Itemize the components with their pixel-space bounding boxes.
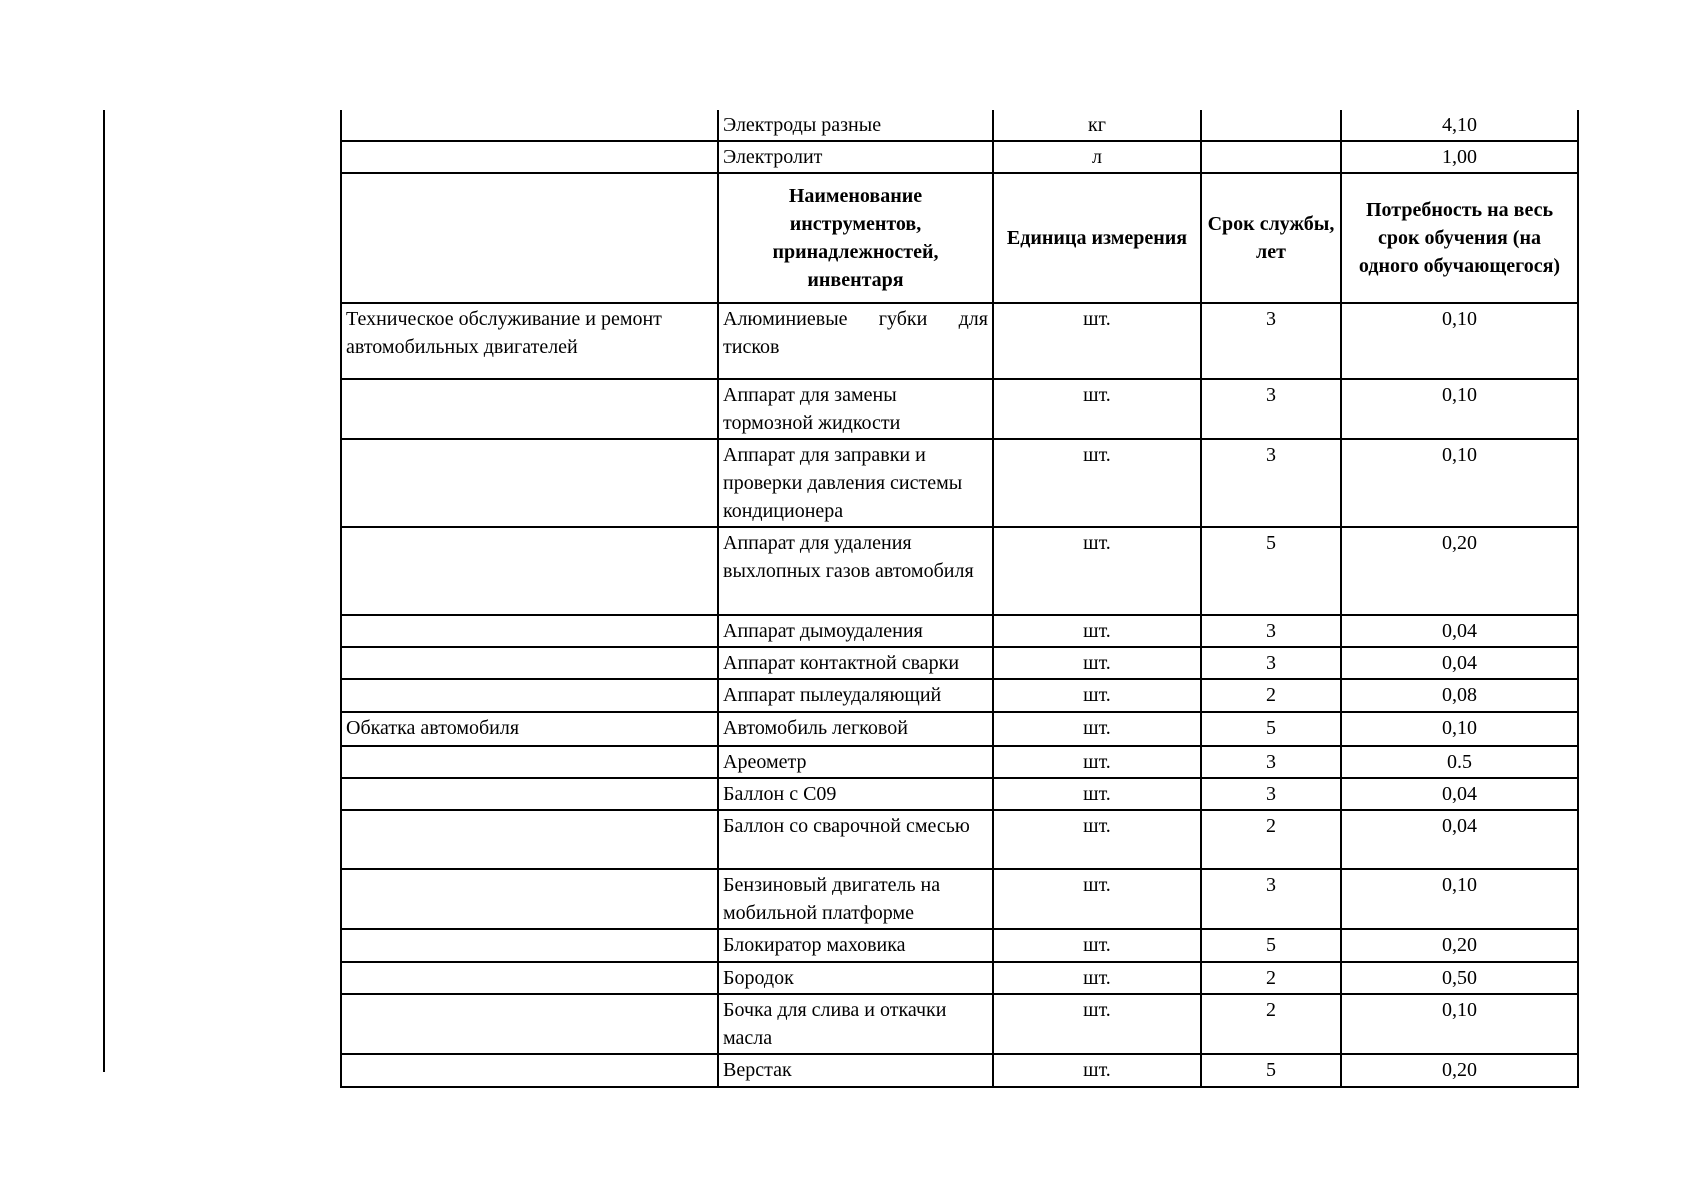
table-row	[341, 1054, 1578, 1087]
service-life-cell: 5	[1201, 527, 1341, 615]
need-cell: 0,20	[1341, 527, 1578, 615]
header-unit: Единица измерения	[993, 173, 1201, 303]
section-cell	[341, 962, 718, 994]
need-cell: 0,04	[1341, 810, 1578, 869]
unit-cell: шт.	[993, 527, 1201, 615]
unit-cell: кг	[993, 110, 1201, 141]
unit-cell: шт.	[993, 1054, 1201, 1087]
section-cell	[341, 994, 718, 1054]
need-cell: 0,50	[1341, 962, 1578, 994]
table-row	[341, 303, 1578, 379]
header-section-cell	[341, 173, 718, 303]
need-cell: 0,04	[1341, 615, 1578, 647]
need-cell: 0,20	[1341, 1054, 1578, 1087]
table-row	[341, 810, 1578, 869]
item-name-cell: Аппарат для заправки и проверки давления системы кондиционера	[718, 439, 993, 527]
unit-cell: шт.	[993, 994, 1201, 1054]
unit-cell: шт.	[993, 810, 1201, 869]
section-cell	[341, 141, 718, 173]
section-cell	[341, 1054, 718, 1087]
section-cell	[341, 439, 718, 527]
section-cell	[341, 379, 718, 439]
table-row	[341, 141, 1578, 173]
section-cell	[341, 647, 718, 679]
item-name-cell: Алюминиевые губки для тисков	[718, 303, 993, 379]
unit-cell: шт.	[993, 647, 1201, 679]
table-row	[341, 869, 1578, 929]
service-life-cell: 5	[1201, 929, 1341, 962]
need-cell: 0,04	[1341, 647, 1578, 679]
service-life-cell: 3	[1201, 379, 1341, 439]
item-name-cell: Блокиратор маховика	[718, 929, 993, 962]
table-row	[341, 527, 1578, 615]
item-name-cell: Электролит	[718, 141, 993, 173]
table-row	[341, 712, 1578, 746]
service-life-cell: 2	[1201, 994, 1341, 1054]
service-life-cell: 3	[1201, 778, 1341, 810]
service-life-cell: 3	[1201, 746, 1341, 778]
inventory-table	[340, 110, 1579, 1088]
item-name-cell: Ареометр	[718, 746, 993, 778]
table-row	[341, 615, 1578, 647]
need-cell: 0,10	[1341, 994, 1578, 1054]
item-name-cell: Бензиновый двигатель на мобильной платформе	[718, 869, 993, 929]
left-margin-rule	[103, 110, 105, 1072]
section-cell	[341, 929, 718, 962]
need-cell: 0,10	[1341, 869, 1578, 929]
service-life-cell: 2	[1201, 679, 1341, 712]
section-cell	[341, 869, 718, 929]
need-cell: 0,10	[1341, 303, 1578, 379]
header-need: Потребность на весь срок обучения (на одного обучающегося)	[1341, 173, 1578, 303]
section-cell: Обкатка автомобиля	[341, 712, 718, 746]
item-name-cell: Верстак	[718, 1054, 993, 1087]
service-life-cell: 3	[1201, 303, 1341, 379]
item-name-cell: Аппарат для удаления выхлопных газов автомобиля	[718, 527, 993, 615]
table-row	[341, 778, 1578, 810]
section-cell	[341, 615, 718, 647]
item-name-cell: Автомобиль легковой	[718, 712, 993, 746]
table-row	[341, 439, 1578, 527]
need-cell: 0,10	[1341, 379, 1578, 439]
item-name-cell: Аппарат пылеудаляющий	[718, 679, 993, 712]
item-name-cell: Баллон со сварочной смесью	[718, 810, 993, 869]
section-cell	[341, 110, 718, 141]
unit-cell: шт.	[993, 929, 1201, 962]
service-life-cell: 3	[1201, 615, 1341, 647]
unit-cell: шт.	[993, 712, 1201, 746]
table-row	[341, 962, 1578, 994]
need-cell: 0,20	[1341, 929, 1578, 962]
unit-cell: шт.	[993, 746, 1201, 778]
section-cell: Техническое обслуживание и ремонт автомобильных двигателей	[341, 303, 718, 379]
unit-cell: шт.	[993, 439, 1201, 527]
service-life-cell	[1201, 141, 1341, 173]
section-cell	[341, 810, 718, 869]
need-cell: 0.5	[1341, 746, 1578, 778]
table-row	[341, 110, 1578, 141]
service-life-cell	[1201, 110, 1341, 141]
table-header-row	[341, 173, 1578, 303]
unit-cell: шт.	[993, 869, 1201, 929]
service-life-cell: 3	[1201, 647, 1341, 679]
header-name: Наименование инструментов, принадлежностей, инвентаря	[718, 173, 993, 303]
table-row	[341, 929, 1578, 962]
section-cell	[341, 778, 718, 810]
need-cell: 0,10	[1341, 712, 1578, 746]
item-name-cell: Аппарат контактной сварки	[718, 647, 993, 679]
need-cell: 1,00	[1341, 141, 1578, 173]
need-cell: 0,10	[1341, 439, 1578, 527]
service-life-cell: 2	[1201, 810, 1341, 869]
service-life-cell: 2	[1201, 962, 1341, 994]
service-life-cell: 5	[1201, 712, 1341, 746]
table-row	[341, 647, 1578, 679]
item-name-cell: Электроды разные	[718, 110, 993, 141]
section-cell	[341, 527, 718, 615]
table-row	[341, 379, 1578, 439]
unit-cell: шт.	[993, 962, 1201, 994]
unit-cell: шт.	[993, 615, 1201, 647]
service-life-cell: 3	[1201, 439, 1341, 527]
service-life-cell: 5	[1201, 1054, 1341, 1087]
unit-cell: шт.	[993, 303, 1201, 379]
need-cell: 4,10	[1341, 110, 1578, 141]
unit-cell: шт.	[993, 679, 1201, 712]
item-name-cell: Баллон с С09	[718, 778, 993, 810]
item-name-cell: Бочка для слива и откачки масла	[718, 994, 993, 1054]
need-cell: 0,08	[1341, 679, 1578, 712]
unit-cell: л	[993, 141, 1201, 173]
need-cell: 0,04	[1341, 778, 1578, 810]
section-cell	[341, 679, 718, 712]
table-row	[341, 746, 1578, 778]
item-name-cell: Аппарат для замены тормозной жидкости	[718, 379, 993, 439]
table-row	[341, 679, 1578, 712]
item-name-cell: Бородок	[718, 962, 993, 994]
service-life-cell: 3	[1201, 869, 1341, 929]
section-cell	[341, 746, 718, 778]
item-name-cell: Аппарат дымоудаления	[718, 615, 993, 647]
unit-cell: шт.	[993, 379, 1201, 439]
header-service-life: Срок службы, лет	[1201, 173, 1341, 303]
table-row	[341, 994, 1578, 1054]
unit-cell: шт.	[993, 778, 1201, 810]
